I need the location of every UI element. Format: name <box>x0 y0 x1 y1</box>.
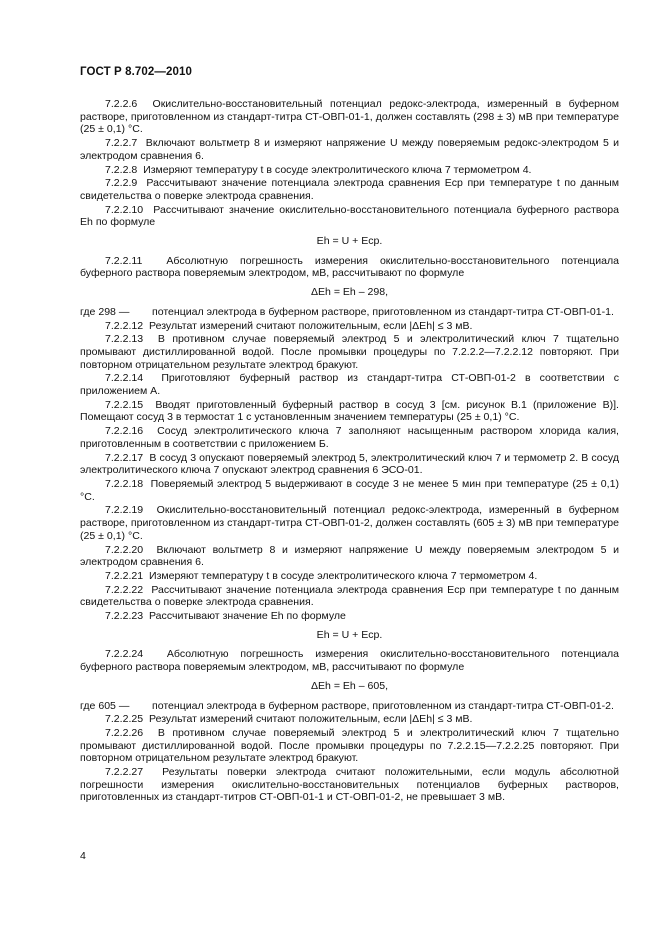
paragraph-7-2-2-8: 7.2.2.8 Измеряют температуру t в сосуде электролитического ключа 7 термометром 4. <box>105 163 532 176</box>
page-number: 4 <box>80 850 86 862</box>
paragraph-7-2-2-12: 7.2.2.12 Результат измерений считают положительным, если |ΔEh| ≤ 3 мВ. <box>105 319 473 332</box>
paragraph-7-2-2-26: 7.2.2.26 В противном случае поверяемый электрод 5 и электролитический ключ 7 тщательно промывают дистиллированной водой. После промывки процедуры по 7.2.2.15—7.2.2.25 повторяют. При повторном отрицательном результате электрод бракуют. <box>80 726 619 765</box>
paragraph-7-2-2-6: 7.2.2.6 Окислительно-восстановительный потенциал редокс-электрода, измеренный в буферном растворе, приготовленном из стандарт-титра СТ-ОВП-01-1, должен составлять (298 ± 3) мВ при температуре (25 ± 0,1) °С. <box>80 98 619 136</box>
document-header: ГОСТ Р 8.702—2010 <box>80 66 192 78</box>
paragraph-7-2-2-18: 7.2.2.18 Поверяемый электрод 5 выдерживают в сосуде 3 не менее 5 мин при температуре (25 ± 0,1) °С. <box>80 477 619 503</box>
paragraph-7-2-2-19: 7.2.2.19 Окислительно-восстановительный потенциал редокс-электрода, измеренный в буферном растворе, приготовленном из стандарт-титра СТ-ОВП-01-2, должен составлять (605 ± 3) мВ при температуре (25 ± 0,1) °С. <box>80 504 619 542</box>
paragraph-7-2-2-13: 7.2.2.13 В противном случае поверяемый электрод 5 и электролитический ключ 7 тщательно промывают дистиллированной водой. После промывки процедуры по 7.2.2.2—7.2.2.12 повторяют. При повторном отрицательном результате электрод бракуют. <box>80 333 619 371</box>
formula-eh-2: Eh = U + Eср. <box>316 628 383 641</box>
paragraph-7-2-2-17: 7.2.2.17 В сосуд 3 опускают поверяемый электрод 5, электролитический ключ 7 и термометр 2. В сосуд электролитического ключа 7 опускают электрод сравнения 6 ЭСО-01. <box>80 451 619 477</box>
where-label: где 298 — <box>80 305 130 318</box>
paragraph-7-2-2-22: 7.2.2.22 Рассчитывают значение потенциала электрода сравнения Eср при температуре t по данным свидетельства о поверке электрода сравнения. <box>80 583 619 609</box>
where-text: потенциал электрода в буферном растворе, приготовленном из стандарт-титра СТ-ОВП-01-2. <box>152 699 614 712</box>
paragraph-7-2-2-20: 7.2.2.20 Включают вольтметр 8 и измеряют напряжение U между поверяемым электродом 5 и электродом сравнения 6. <box>80 543 619 569</box>
paragraph-7-2-2-23: 7.2.2.23 Рассчитывают значение Eh по формуле <box>105 610 346 623</box>
paragraph-7-2-2-9: 7.2.2.9 Рассчитывают значение потенциала электрода сравнения Eср при температуре t по данным свидетельства о поверке электрода сравнения. <box>80 177 619 202</box>
where-label: где 605 — <box>80 699 130 712</box>
paragraph-7-2-2-16: 7.2.2.16 Сосуд электролитического ключа 7 заполняют насыщенным раствором хлорида калия, приготовленным в соответствии с приложением Б. <box>80 425 619 450</box>
paragraph-7-2-2-24: 7.2.2.24 Абсолютную погрешность измерения окислительно-восстановительного потенциала буферного раствора поверяемым электродом, мВ, рассчитывают по формуле <box>80 648 619 674</box>
paragraph-7-2-2-15: 7.2.2.15 Вводят приготовленный буферный раствор в сосуд 3 [см. рисунок В.1 (приложение В)]. Помещают сосуд 3 в термостат 1 с установленным значением температуры (25 ± 0,1) °С. <box>80 398 619 424</box>
formula-delta-2: ΔEh = Eh – 605, <box>310 679 389 692</box>
document-body <box>80 98 619 805</box>
paragraph-7-2-2-14: 7.2.2.14 Приготовляют буферный раствор из стандарт-титра СТ-ОВП-01-2 в соответствии с приложением А. <box>80 372 619 398</box>
paragraph-7-2-2-25: 7.2.2.25 Результат измерений считают положительным, если |ΔEh| ≤ 3 мВ. <box>105 713 473 726</box>
paragraph-7-2-2-10: 7.2.2.10 Рассчитывают значение окислительно-восстановительного потенциала буферного раствора Eh по формуле <box>80 203 619 229</box>
paragraph-7-2-2-11: 7.2.2.11 Абсолютную погрешность измерения окислительно-восстановительного потенциала буферного раствора поверяемым электродом, мВ, рассчитывают по формуле <box>80 254 619 280</box>
formula-delta-1: ΔEh = Eh – 298, <box>310 286 389 299</box>
where-text: потенциал электрода в буферном растворе, приготовленном из стандарт-титра СТ-ОВП-01-1. <box>152 305 614 318</box>
formula-eh-1: Eh = U + Eср. <box>316 235 383 248</box>
paragraph-7-2-2-27: 7.2.2.27 Результаты поверки электрода считают положительными, если модуль абсолютной погрешности измерения окислительно-восстановительных потенциалов буферных растворов, приготовленных из стандарт-титров СТ-ОВП-01-1 и СТ-ОВП-01-2, не превышает 3 мВ. <box>80 766 619 804</box>
paragraph-7-2-2-7: 7.2.2.7 Включают вольтметр 8 и измеряют напряжение U между поверяемым редокс-электродом 5 и электродом сравнения 6. <box>80 137 619 162</box>
where-clause-298 <box>80 306 619 319</box>
paragraph-7-2-2-21: 7.2.2.21 Измеряют температуру t в сосуде электролитического ключа 7 термометром 4. <box>105 569 538 582</box>
where-clause-605 <box>80 700 619 713</box>
